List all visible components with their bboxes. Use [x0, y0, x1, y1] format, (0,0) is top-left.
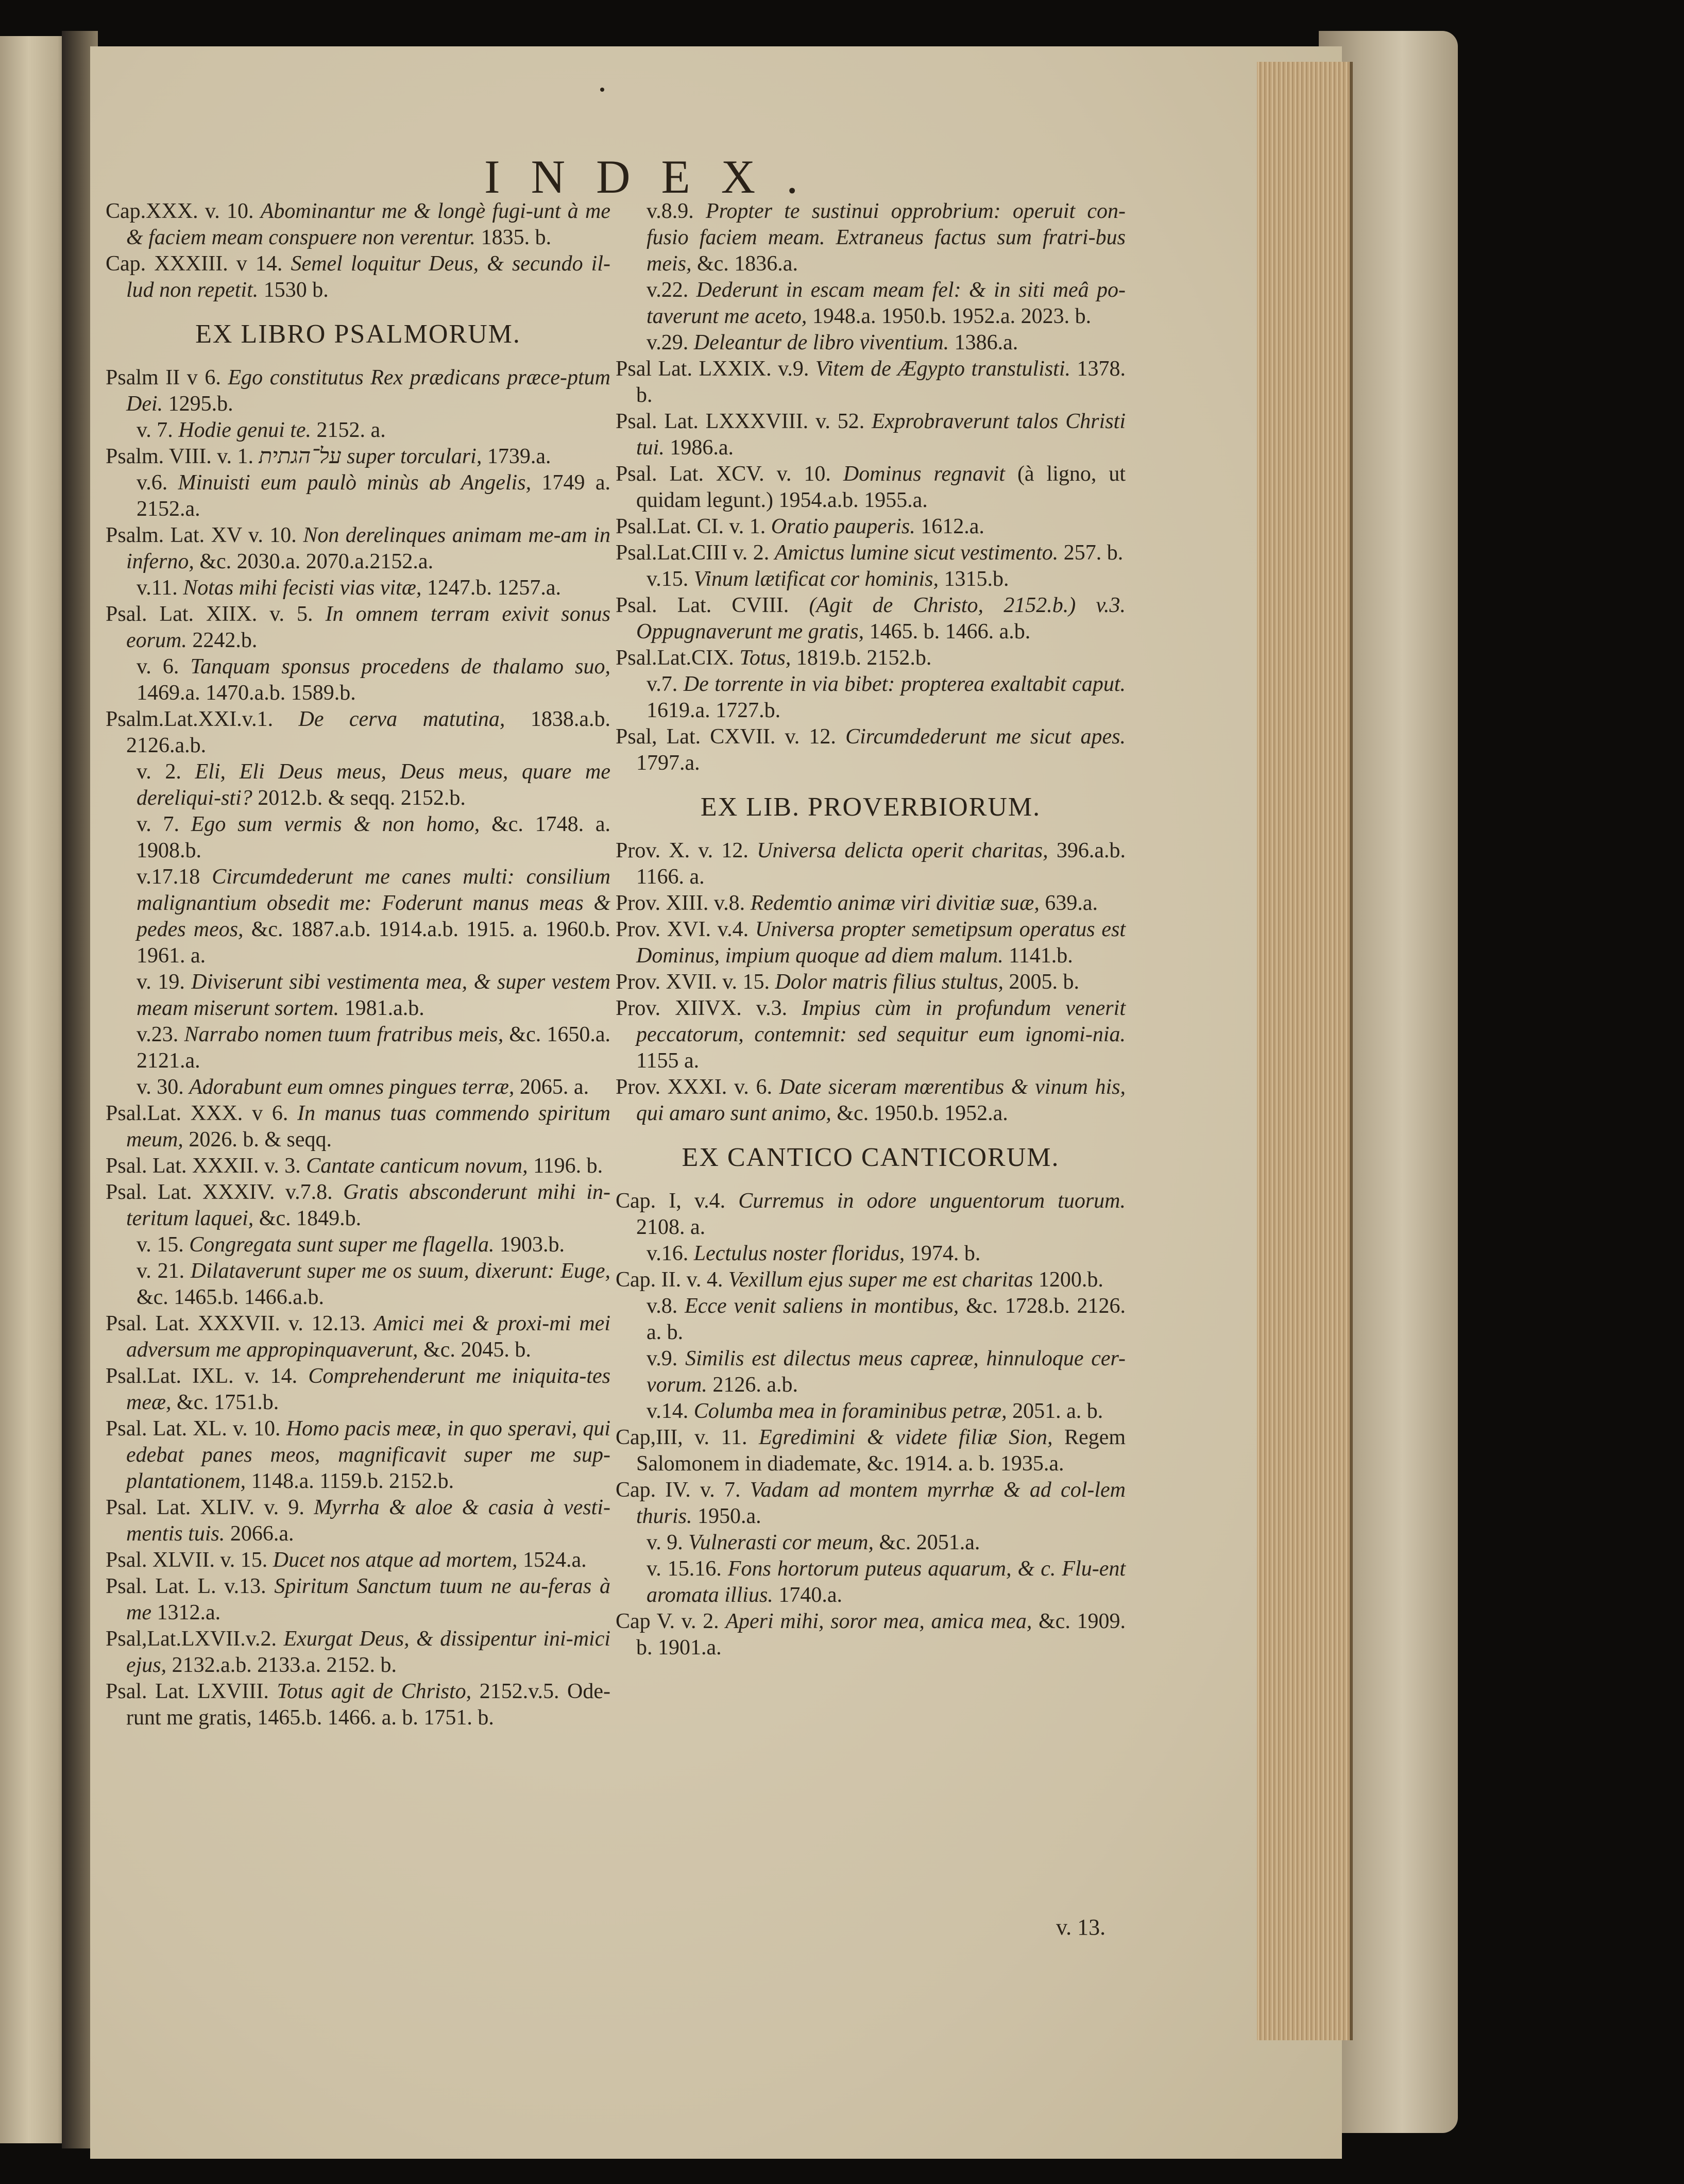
- entry-reference: Cap. I, v.4.: [616, 1189, 726, 1213]
- entry-pages: 1524.a.: [523, 1548, 587, 1572]
- entry-reference: Psal. Lat. XL. v. 10.: [106, 1417, 281, 1441]
- entry-pages: 1247.b. 1257.a.: [427, 576, 562, 600]
- index-entry: [616, 671, 1126, 724]
- entry-reference: v.15.: [647, 567, 689, 591]
- entry-text: Fons hortorum puteus aquarum, & c. Flu-ent aromata illius.: [647, 1557, 1126, 1607]
- entry-text: Vulnerasti cor meum,: [688, 1531, 874, 1554]
- entry-reference: v. 15.16.: [647, 1557, 722, 1581]
- entry-text: Ego sum vermis & non homo,: [191, 812, 480, 836]
- entry-reference: v. 6.: [137, 655, 179, 679]
- entry-reference: v.9.: [647, 1347, 678, 1370]
- entry-text: Vexillum ejus super me est charitas: [728, 1268, 1033, 1292]
- entry-text: Hodie genui te.: [178, 418, 312, 442]
- entry-reference: v. 19.: [137, 970, 185, 994]
- entry-pages: Regem Salomonem in diademate, &c. 1914. a. b. 1935.a.: [636, 1426, 1126, 1476]
- catchword: v. 13.: [1056, 1915, 1106, 1940]
- left-column: [106, 198, 610, 1731]
- entry-reference: Psal. Lat. CVIII.: [616, 594, 789, 617]
- entry-reference: v. 30.: [137, 1075, 184, 1099]
- entry-reference: Cap V. v. 2.: [616, 1610, 719, 1633]
- entry-reference: Cap. II. v. 4.: [616, 1268, 723, 1292]
- index-entry: [106, 811, 610, 864]
- entry-text: De cerva matutina,: [298, 707, 505, 731]
- entry-text: Similis est dilectus meus capreæ, hinnuloque cer-vorum.: [647, 1347, 1126, 1397]
- entry-reference: v. 21.: [137, 1259, 185, 1283]
- entry-reference: Prov. XVII. v. 15.: [616, 970, 770, 994]
- index-entry: [616, 356, 1126, 409]
- index-entry: [106, 470, 610, 522]
- index-entry: [106, 1153, 610, 1179]
- entry-reference: v. 7.: [137, 812, 180, 836]
- entry-reference: Cap. XXXIII. v 14.: [106, 252, 283, 276]
- entry-pages: 1196. b.: [533, 1154, 603, 1178]
- entry-text: Redemtio animæ viri divitiæ suæ,: [750, 891, 1040, 915]
- entry-reference: Cap,III, v. 11.: [616, 1426, 747, 1449]
- entry-text: Totus,: [739, 646, 791, 670]
- facing-page-edge: [0, 36, 72, 2143]
- index-entry: [616, 277, 1126, 330]
- index-entry: [106, 444, 610, 470]
- entry-pages: 2065. a.: [519, 1075, 589, 1099]
- entry-text: Dolor matris filius stultus,: [775, 970, 1003, 994]
- entry-reference: Cap.XXX. v. 10.: [106, 199, 254, 223]
- entry-reference: Psal Lat. LXXIX. v.9.: [616, 357, 809, 381]
- entry-pages: 639.a.: [1045, 891, 1098, 915]
- entry-reference: Prov. XIIVX. v.3.: [616, 996, 788, 1020]
- index-entry: [616, 838, 1126, 890]
- entry-pages: &c. 2030.a. 2070.a.2152.a.: [199, 550, 434, 573]
- entry-reference: v.17.18: [137, 865, 200, 889]
- entry-reference: Psal. Lat. XXXVII. v. 12.13.: [106, 1312, 366, 1335]
- entry-pages: 2152. a.: [316, 418, 386, 442]
- entry-reference: v.8.: [647, 1294, 678, 1318]
- index-entry: [616, 724, 1126, 776]
- entry-pages: 2005. b.: [1009, 970, 1079, 994]
- entry-text: Oratio pauperis.: [771, 515, 915, 538]
- index-entry: [616, 917, 1126, 969]
- entry-text: Tanquam sponsus procedens de thalamo suo,: [190, 655, 610, 679]
- entry-pages: 1295.b.: [168, 392, 233, 416]
- entry-text: Dederunt in escam meam fel: & in siti meâ po-taverunt me aceto,: [647, 278, 1126, 328]
- entry-pages: 1948.a. 1950.b. 1952.a. 2023. b.: [812, 304, 1092, 328]
- entry-pages: 1469.a. 1470.a.b. 1589.b.: [137, 681, 356, 705]
- entry-reference: Psal.Lat. CI. v. 1.: [616, 515, 766, 538]
- entry-text: Comprehenderunt me iniquita-tes meæ,: [126, 1364, 611, 1414]
- entry-pages: 1315.b.: [944, 567, 1009, 591]
- entry-pages: 1819.b. 2152.b.: [796, 646, 932, 670]
- entry-text: Dominus regnavit: [843, 462, 1005, 486]
- entry-reference: Psal. Lat. XIIX. v. 5.: [106, 602, 313, 626]
- entry-pages: 2026. b. & seqq.: [189, 1128, 332, 1152]
- entry-reference: Psal,Lat.LXVII.v.2.: [106, 1627, 277, 1651]
- entry-pages: 1312.a.: [157, 1601, 221, 1624]
- entry-pages: 1903.b.: [500, 1233, 565, 1257]
- entry-reference: v.11.: [137, 576, 178, 600]
- entry-text: Notas mihi fecisti vias vitæ,: [183, 576, 422, 600]
- entry-pages: 2126. a.b.: [712, 1373, 798, 1397]
- entry-text: Vinum lætificat cor hominis,: [693, 567, 939, 591]
- page-edges: [1257, 62, 1353, 2040]
- index-entry: [106, 1495, 610, 1547]
- entry-pages: 2132.a.b. 2133.a. 2152. b.: [172, 1653, 397, 1677]
- entry-pages: 1378. b.: [636, 357, 1126, 407]
- entry-text: Date siceram mœrentibus & vinum his, qui amaro sunt animo,: [636, 1075, 1126, 1125]
- index-entry: [106, 251, 610, 303]
- entry-reference: Psal.Lat. XXX. v 6.: [106, 1102, 288, 1125]
- entry-reference: Psal. Lat. L. v.13.: [106, 1574, 266, 1598]
- index-entry: [616, 461, 1126, 514]
- entry-reference: Cap. IV. v. 7.: [616, 1478, 741, 1502]
- entry-pages: &c. 1650.a. 2121.a.: [137, 1023, 611, 1073]
- index-entry: [616, 1398, 1126, 1425]
- entry-pages: &c. 1728.b. 2126. a. b.: [647, 1294, 1126, 1344]
- entry-reference: Psal. Lat. LXVIII.: [106, 1680, 269, 1703]
- entry-reference: Psal. Lat. XCV. v. 10.: [616, 462, 831, 486]
- index-entry: [616, 1609, 1126, 1661]
- entry-reference: v.14.: [647, 1399, 689, 1423]
- entry-text: Non derelinques animam me-am in inferno,: [126, 523, 610, 573]
- index-entry: [616, 1188, 1126, 1241]
- entry-text: Vitem de Ægypto transtulisti.: [815, 357, 1071, 381]
- entry-pages: 1155 a.: [636, 1049, 700, 1073]
- entry-pages: &c. 1887.a.b. 1914.a.b. 1915. a. 1960.b. 1961. a.: [137, 918, 610, 968]
- index-entry: [106, 1258, 610, 1311]
- entry-pages: 1200.b.: [1038, 1268, 1103, 1292]
- index-entry: [106, 706, 610, 759]
- index-entry: [106, 759, 610, 811]
- entry-text: Dilataverunt super me os suum, dixerunt: Euge,: [190, 1259, 610, 1283]
- index-entry: [616, 330, 1126, 356]
- entry-pages: 1986.a.: [670, 436, 734, 460]
- index-entry: [106, 1547, 610, 1573]
- entry-text: Exprobraverunt talos Christi tui.: [636, 410, 1126, 460]
- entry-text: Vadam ad montem myrrhæ & ad col-lem thuris.: [636, 1478, 1126, 1528]
- right-column: [616, 198, 1126, 1661]
- index-entry: [106, 198, 610, 251]
- index-entry: [106, 417, 610, 444]
- entry-reference: Psalm. VIII. v. 1.: [106, 445, 253, 468]
- entry-pages: 2108. a.: [636, 1215, 706, 1239]
- index-entry: [106, 575, 610, 601]
- entry-reference: v. 2.: [137, 760, 181, 784]
- index-entry: [616, 566, 1126, 592]
- entry-pages: 1148.a. 1159.b. 2152.b.: [251, 1469, 454, 1493]
- index-entry: [106, 1311, 610, 1363]
- entry-text: (Agit de Christo, 2152.b.) v.3. Oppugnaverunt me gratis,: [636, 594, 1126, 644]
- entry-text: Deleantur de libro viventium.: [693, 331, 949, 354]
- entry-pages: 1950.a.: [698, 1504, 761, 1528]
- entry-reference: Psal. Lat. LXXXVIII. v. 52.: [616, 410, 865, 433]
- entry-pages: 2152.v.5. Ode-runt me gratis, 1465.b. 1466. a. b. 1751. b.: [126, 1680, 611, 1730]
- entry-text: Adorabunt eum omnes pingues terræ,: [189, 1075, 515, 1099]
- index-entry: [616, 1267, 1126, 1293]
- index-entry: [616, 969, 1126, 995]
- entry-reference: Psalm.Lat.XXI.v.1.: [106, 707, 274, 731]
- index-entry: [106, 1416, 610, 1495]
- entry-pages: &c. 2045. b.: [423, 1338, 531, 1362]
- entry-text: Gratis absconderunt mihi in-teritum laquei,: [126, 1180, 611, 1230]
- entry-reference: v.8.9.: [647, 199, 694, 223]
- index-entry: [106, 969, 610, 1022]
- running-head: INDEX.: [484, 150, 829, 203]
- index-entry: [616, 514, 1126, 540]
- index-entry: [106, 1101, 610, 1153]
- entry-text: Impius cùm in profundum venerit peccatorum, contemnit: sed sequitur eum ignomi-nia.: [636, 996, 1126, 1046]
- entry-text: Narrabo nomen tuum fratribus meis,: [184, 1023, 504, 1046]
- index-entry: [616, 592, 1126, 645]
- entry-pages: 1619.a. 1727.b.: [647, 699, 781, 722]
- entry-text: Minuisti eum paulò minùs ab Angelis,: [178, 471, 532, 495]
- index-entry: [616, 1293, 1126, 1346]
- entry-pages: 2051. a. b.: [1012, 1399, 1103, 1423]
- entry-text: Universa propter semetipsum operatus est Dominus, impium quoque ad diem malum.: [636, 918, 1126, 968]
- entry-pages: 1612.a.: [921, 515, 984, 538]
- entry-pages: 396.a.b. 1166. a.: [636, 839, 1126, 889]
- index-entry: [616, 540, 1126, 566]
- entry-pages: 2242.b.: [192, 629, 258, 652]
- index-entry: [616, 890, 1126, 917]
- entry-text: על־הגתית super torculari,: [259, 445, 482, 468]
- index-entry: [616, 1556, 1126, 1609]
- index-entry: [616, 1346, 1126, 1398]
- entry-text: Ducet nos atque ad mortem,: [273, 1548, 518, 1572]
- entry-text: Amictus lumine sicut vestimento.: [774, 541, 1059, 565]
- index-entry: [106, 1573, 610, 1626]
- entry-reference: Prov. XIII. v.8.: [616, 891, 745, 915]
- entry-text: Propter te sustinui opprobrium: operuit con-fusio faciem meam. Extraneus factus sum fratri-bus meis,: [647, 199, 1126, 276]
- entry-pages: 2012.b. & seqq. 2152.b.: [258, 786, 466, 810]
- entry-reference: Psal. XLVII. v. 15.: [106, 1548, 268, 1572]
- entry-text: Homo pacis meæ, in quo speravi, qui edebat panes meos, magnificavit super me sup-plantationem,: [126, 1417, 610, 1493]
- index-entry: [616, 1530, 1126, 1556]
- index-entry: [616, 1425, 1126, 1477]
- entry-pages: (à ligno, ut quidam legunt.) 1954.a.b. 1955.a.: [636, 462, 1126, 512]
- index-entry: [616, 409, 1126, 461]
- index-entry: [106, 1179, 610, 1232]
- entry-reference: v. 15.: [137, 1233, 184, 1257]
- entry-reference: v.6.: [137, 471, 168, 495]
- entry-text: In manus tuas commendo spiritum meum,: [126, 1102, 610, 1152]
- index-entry: [616, 995, 1126, 1074]
- index-entry: [106, 864, 610, 969]
- entry-reference: v.23.: [137, 1023, 179, 1046]
- entry-reference: Psalm. Lat. XV v. 10.: [106, 523, 297, 547]
- index-entry: [106, 1679, 610, 1731]
- entry-reference: Prov. XVI. v.4.: [616, 918, 749, 941]
- index-entry: [106, 1232, 610, 1258]
- entry-reference: Psalm II v 6.: [106, 366, 221, 390]
- index-entry: [616, 1241, 1126, 1267]
- entry-text: Ego constitutus Rex prædicans præce-ptum Dei.: [126, 366, 611, 416]
- entry-reference: v. 9.: [647, 1531, 683, 1554]
- entry-pages: &c. 1751.b.: [177, 1391, 279, 1414]
- entry-reference: Psal. Lat. XLIV. v. 9.: [106, 1496, 304, 1519]
- section-heading: EX LIB. PROVERBIORUM.: [700, 792, 1041, 822]
- entry-pages: 1465. b. 1466. a.b.: [869, 620, 1031, 644]
- entry-pages: &c. 1849.b.: [259, 1207, 362, 1230]
- entry-text: In omnem terram exivit sonus eorum.: [126, 602, 610, 652]
- entry-text: Congregata sunt super me flagella.: [189, 1233, 495, 1257]
- entry-text: Curremus in odore unguentorum tuorum.: [738, 1189, 1126, 1213]
- entry-text: Totus agit de Christo,: [277, 1680, 472, 1703]
- entry-text: Ecce venit saliens in montibus,: [685, 1294, 959, 1318]
- entry-reference: Psal.Lat. IXL. v. 14.: [106, 1364, 298, 1388]
- index-entry: [106, 1363, 610, 1416]
- entry-pages: 1974. b.: [910, 1242, 981, 1265]
- entry-pages: 1739.a.: [487, 445, 551, 468]
- entry-text: De torrente in via bibet: propterea exaltabit caput.: [683, 672, 1126, 696]
- entry-pages: 1981.a.b.: [344, 996, 424, 1020]
- entry-pages: &c. 1748. a. 1908.b.: [137, 812, 611, 862]
- entry-text: Abominantur me & longè fugi-unt à me & faciem meam conspuere non verentur.: [126, 199, 611, 249]
- index-entry: [106, 1074, 610, 1101]
- index-entry: [616, 645, 1126, 671]
- entry-reference: Prov. X. v. 12.: [616, 839, 749, 862]
- entry-pages: 1740.a.: [778, 1583, 842, 1607]
- entry-reference: Psal.Lat.CIII v. 2.: [616, 541, 770, 565]
- index-entry: [106, 1022, 610, 1074]
- entry-pages: &c. 1836.a.: [697, 252, 798, 276]
- entry-text: Eli, Eli Deus meus, Deus meus, quare me dereliqui-sti?: [137, 760, 610, 810]
- entry-text: Myrrha & aloe & casia à vesti-mentis tuis.: [126, 1496, 610, 1546]
- entry-pages: 1386.a.: [954, 331, 1018, 354]
- section-heading: EX CANTICO CANTICORUM.: [682, 1143, 1060, 1172]
- entry-text: Aperi mihi, soror mea, amica mea,: [725, 1610, 1032, 1633]
- entry-reference: Psal.Lat.CIX.: [616, 646, 734, 670]
- index-entry: [616, 198, 1126, 277]
- entry-pages: 1835. b.: [481, 226, 552, 249]
- entry-pages: &c. 1909. b. 1901.a.: [636, 1610, 1126, 1660]
- entry-text: Diviserunt sibi vestimenta mea, & super vestem meam miserunt sortem.: [137, 970, 610, 1020]
- entry-pages: 257. b.: [1063, 541, 1124, 565]
- entry-pages: 2066.a.: [230, 1522, 294, 1546]
- entry-reference: v.22.: [647, 278, 689, 302]
- entry-reference: v.29.: [647, 331, 689, 354]
- entry-pages: 1530 b.: [263, 278, 329, 302]
- entry-pages: 1141.b.: [1009, 944, 1073, 968]
- entry-pages: &c. 2051.a.: [879, 1531, 980, 1554]
- entry-pages: &c. 1950.b. 1952.a.: [837, 1102, 1008, 1125]
- entry-text: Circumdederunt me canes multi: consilium malignantium obsedit me: Foderunt manus meas & pedes meos,: [137, 865, 610, 941]
- index-entry: [616, 1074, 1126, 1127]
- entry-reference: Psal, Lat. CXVII. v. 12.: [616, 725, 836, 749]
- entry-text: Cantate canticum novum,: [306, 1154, 528, 1178]
- entry-text: Lectulus noster floridus,: [693, 1242, 905, 1265]
- ink-dot: [600, 88, 604, 92]
- index-entry: [106, 365, 610, 417]
- entry-text: Spiritum Sanctum tuum ne au-feras à me: [126, 1574, 611, 1624]
- entry-text: Universa delicta operit charitas,: [757, 839, 1048, 862]
- index-entry: [616, 1477, 1126, 1530]
- entry-reference: Psal. Lat. XXXII. v. 3.: [106, 1154, 301, 1178]
- entry-pages: &c. 1465.b. 1466.a.b.: [137, 1285, 324, 1309]
- entry-reference: Prov. XXXI. v. 6.: [616, 1075, 772, 1099]
- entry-reference: v. 7.: [137, 418, 173, 442]
- entry-reference: v.16.: [647, 1242, 689, 1265]
- entry-reference: Psal. Lat. XXXIV. v.7.8.: [106, 1180, 333, 1204]
- entry-pages: 1749 a. 2152.a.: [137, 471, 610, 521]
- index-entry: [106, 1626, 610, 1679]
- index-entry: [106, 522, 610, 575]
- entry-pages: 1797.a.: [636, 751, 700, 775]
- entry-pages: 1838.a.b. 2126.a.b.: [126, 707, 610, 757]
- entry-text: Columba mea in foraminibus petræ,: [693, 1399, 1007, 1423]
- entry-text: Circumdederunt me sicut apes.: [845, 725, 1126, 749]
- entry-text: Amici mei & proxi-mi mei adversum me appropinquaverunt,: [126, 1312, 610, 1362]
- index-entry: [106, 654, 610, 706]
- section-heading: EX LIBRO PSALMORUM.: [195, 319, 521, 349]
- entry-reference: v.7.: [647, 672, 678, 696]
- entry-text: Semel loquitur Deus, & secundo il-lud non repetit.: [126, 252, 611, 302]
- entry-text: Egredimini & videte filiæ Sion,: [759, 1426, 1053, 1449]
- entry-text: Exurgat Deus, & dissipentur ini-mici ejus,: [126, 1627, 610, 1677]
- index-entry: [106, 601, 610, 654]
